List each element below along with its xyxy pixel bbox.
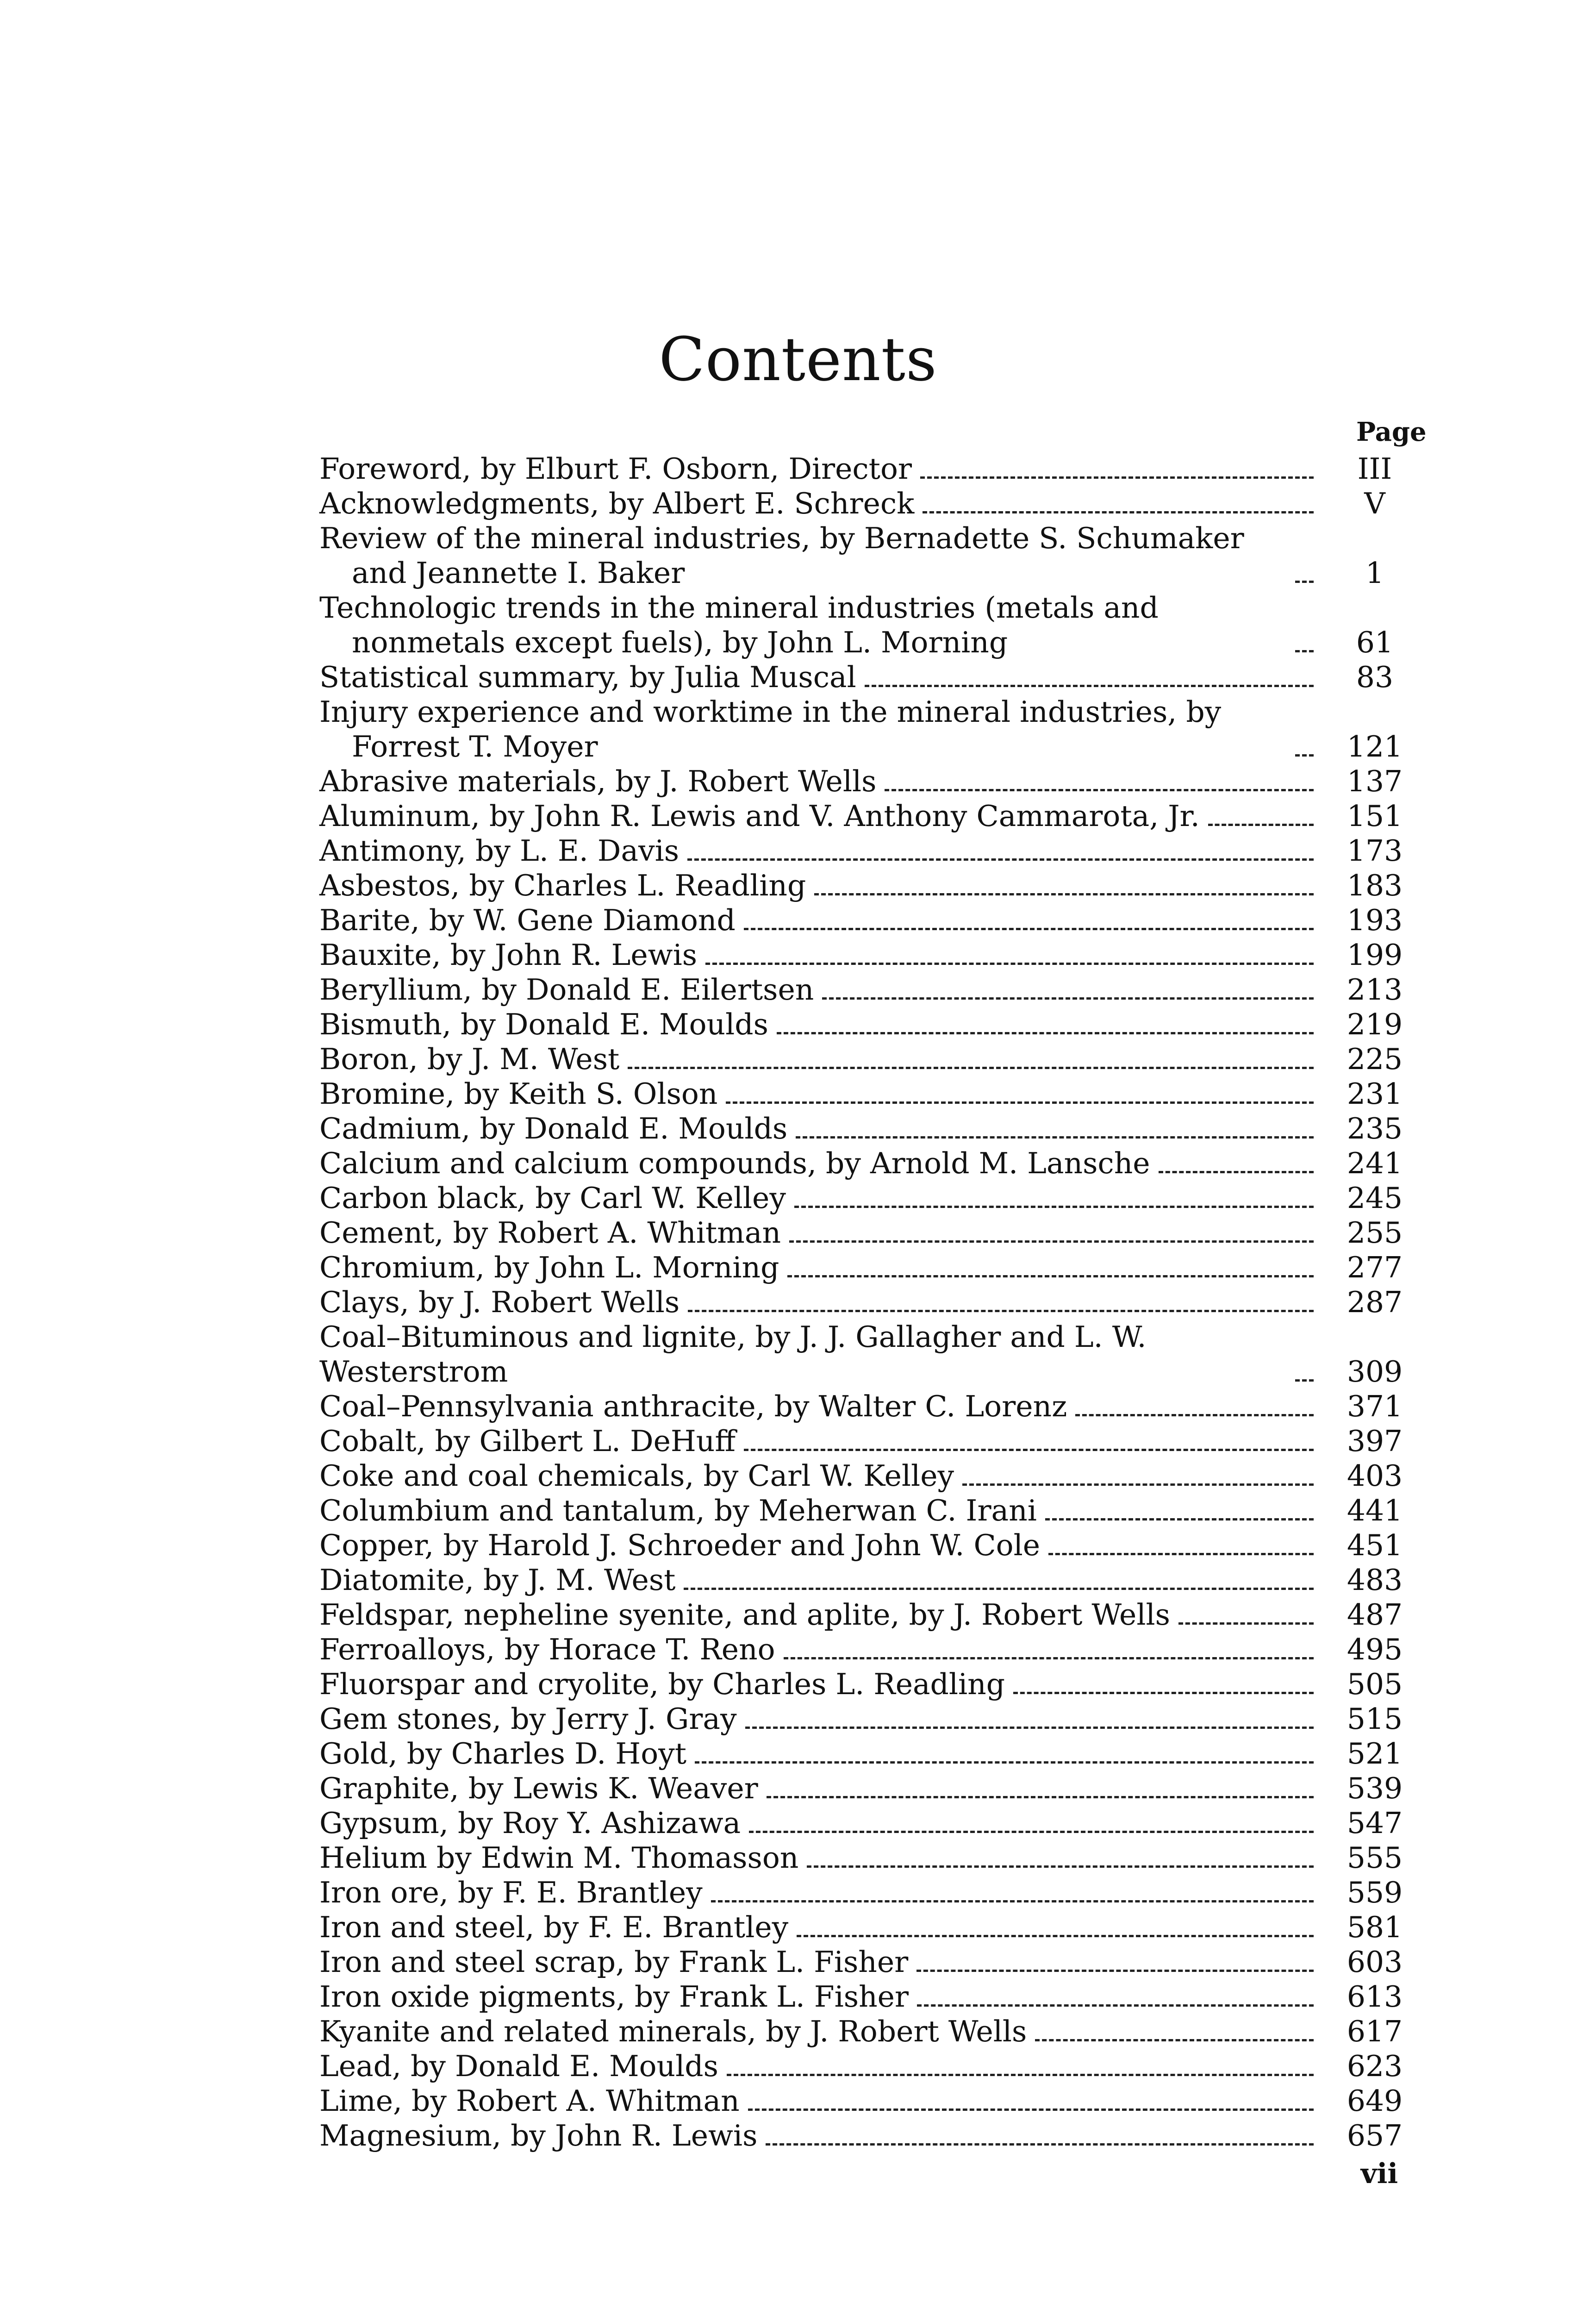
toc-entry-title: Feldspar, nepheline syenite, and aplite, by J. Robert Wells — [319, 1598, 1170, 1632]
toc-entry-page: 213 — [1347, 973, 1403, 1007]
toc-entry — [319, 1007, 1430, 1042]
toc-entry — [319, 1875, 1430, 1910]
toc-entry — [319, 1736, 1430, 1771]
dot-leader — [920, 476, 1314, 479]
dot-leader — [1295, 754, 1314, 757]
page-title: Contents — [659, 324, 937, 394]
toc-entry-page: 657 — [1347, 2119, 1403, 2152]
toc-entry — [319, 1945, 1430, 1979]
toc-entry-page: 521 — [1347, 1737, 1403, 1771]
toc-entry-title: Columbium and tantalum, by Meherwan C. Irani — [319, 1494, 1037, 1527]
toc-entry-page: 487 — [1347, 1598, 1403, 1632]
toc-entry — [319, 1493, 1430, 1528]
dot-leader — [789, 1240, 1314, 1243]
dot-leader — [814, 893, 1314, 895]
toc-entry — [319, 1771, 1430, 1806]
toc-entry — [319, 1840, 1430, 1875]
toc-entry — [319, 1250, 1430, 1285]
toc-entry — [319, 1458, 1430, 1493]
toc-entry-title: Asbestos, by Charles L. Readling — [319, 869, 806, 902]
toc-entry — [319, 1979, 1430, 2014]
dot-leader — [1048, 1553, 1314, 1555]
toc-entry — [319, 868, 1430, 903]
toc-entry-page: V — [1364, 487, 1385, 520]
toc-entry — [319, 972, 1430, 1007]
toc-entry-page: 309 — [1347, 1355, 1403, 1389]
toc-entry — [319, 1667, 1430, 1702]
toc-entry-page: 483 — [1347, 1563, 1403, 1597]
dot-leader — [1208, 824, 1314, 826]
toc-entry-title: Coal–Bituminous and lignite, by J. J. Gallagher and L. W. Westerstrom — [319, 1320, 1156, 1389]
dot-leader — [1295, 650, 1314, 652]
dot-leader — [628, 1067, 1314, 1069]
toc-entry-title: Barite, by W. Gene Diamond — [319, 903, 736, 937]
toc-entry-page: 137 — [1347, 764, 1403, 798]
toc-entry-page: 613 — [1347, 1980, 1403, 2014]
dot-leader — [711, 1900, 1314, 1902]
toc-entry-page: 287 — [1347, 1285, 1403, 1319]
toc-entry — [319, 1702, 1430, 1736]
dot-leader — [1159, 1171, 1314, 1173]
page-number: vii — [1360, 2158, 1398, 2190]
dot-leader — [807, 1865, 1314, 1868]
toc-entry-page: 225 — [1347, 1042, 1403, 1076]
dot-leader — [687, 858, 1314, 861]
toc-entry-page: 61 — [1356, 626, 1394, 659]
toc-entry-title: Copper, by Harold J. Schroeder and John W. Cole — [319, 1528, 1041, 1562]
toc-entry-page: 235 — [1347, 1112, 1403, 1145]
toc-entry — [319, 1146, 1430, 1181]
toc-entry — [319, 2084, 1430, 2118]
dot-leader — [1013, 1692, 1314, 1694]
toc-entry — [319, 1597, 1430, 1632]
page-column-heading: Page — [1356, 417, 1427, 447]
toc-entry — [319, 1424, 1430, 1458]
toc-entry-title: Foreword, by Elburt F. Osborn, Director — [319, 452, 912, 486]
toc-entry — [319, 451, 1430, 486]
toc-entry-title: Helium by Edwin M. Thomasson — [319, 1841, 799, 1875]
toc-entry-page: 83 — [1356, 660, 1394, 694]
toc-entry — [319, 2014, 1430, 2049]
toc-entry-page: 515 — [1347, 1702, 1403, 1736]
toc-entry-title: Calcium and calcium compounds, by Arnold M. Lansche — [319, 1146, 1150, 1180]
toc-entry — [319, 938, 1430, 972]
dot-leader — [695, 1761, 1314, 1764]
toc-entry-title: Gem stones, by Jerry J. Gray — [319, 1702, 737, 1736]
toc-entry-page: 555 — [1347, 1841, 1403, 1875]
toc-entry — [319, 1563, 1430, 1597]
dot-leader — [1295, 581, 1314, 583]
toc-entry-title: Diatomite, by J. M. West — [319, 1563, 676, 1597]
toc-entry-title: Coke and coal chemicals, by Carl W. Kelley — [319, 1459, 954, 1493]
dot-leader — [744, 928, 1314, 930]
toc-entry — [319, 521, 1430, 590]
toc-entry-page: 151 — [1347, 799, 1403, 833]
toc-entry-page: 559 — [1347, 1876, 1403, 1909]
dot-leader — [917, 2004, 1314, 2007]
toc-entry-title: Ferroalloys, by Horace T. Reno — [319, 1633, 775, 1666]
dot-leader — [794, 1206, 1314, 1208]
toc-entry — [319, 590, 1430, 660]
toc-entry-title: Iron ore, by F. E. Brantley — [319, 1876, 703, 1909]
toc-entry-page: 199 — [1347, 938, 1403, 972]
dot-leader — [749, 1831, 1314, 1833]
toc-entry-page: 581 — [1347, 1910, 1403, 1944]
toc-entry — [319, 833, 1430, 868]
toc-entry — [319, 764, 1430, 799]
dot-leader — [797, 1935, 1314, 1937]
toc-entry-title: Iron and steel, by F. E. Brantley — [319, 1910, 789, 1944]
toc-entry-page: 173 — [1347, 834, 1403, 868]
dot-leader — [688, 1310, 1314, 1312]
toc-entry — [319, 1285, 1430, 1320]
toc-entry-page: 193 — [1347, 903, 1403, 937]
dot-leader — [1295, 1379, 1314, 1382]
toc-entry-title: Graphite, by Lewis K. Weaver — [319, 1771, 758, 1805]
toc-entry-page: 539 — [1347, 1771, 1403, 1805]
toc-entry-page: 617 — [1347, 2015, 1403, 2048]
dot-leader — [767, 1796, 1314, 1798]
toc-entry-title: Review of the mineral industries, by Bernadette S. Schumaker and Jeannette I. Baker — [319, 521, 1253, 590]
dot-leader — [1075, 1414, 1314, 1416]
toc-entry-page: 495 — [1347, 1633, 1403, 1666]
toc-entry-page: 245 — [1347, 1181, 1403, 1215]
toc-entry — [319, 1111, 1430, 1146]
toc-entry-title: Fluorspar and cryolite, by Charles L. Readling — [319, 1667, 1005, 1701]
toc-entry-title: Cement, by Robert A. Whitman — [319, 1216, 781, 1250]
toc-entry — [319, 1215, 1430, 1250]
dot-leader — [885, 789, 1314, 791]
toc-entry-page: 547 — [1347, 1806, 1403, 1840]
toc-entry — [319, 2049, 1430, 2084]
dot-leader — [684, 1588, 1314, 1590]
dot-leader — [1045, 1518, 1314, 1520]
toc-entry-title: Statistical summary, by Julia Muscal — [319, 660, 856, 694]
toc-entry-title: Beryllium, by Donald E. Eilertsen — [319, 973, 814, 1007]
toc-entry-title: Cobalt, by Gilbert L. DeHuff — [319, 1424, 736, 1458]
dot-leader — [796, 1136, 1314, 1139]
dot-leader — [705, 963, 1314, 965]
toc-entry — [319, 1389, 1430, 1424]
dot-leader — [916, 1970, 1314, 1972]
toc-entry-title: Iron oxide pigments, by Frank L. Fisher — [319, 1980, 909, 2014]
toc-entry-title: Gold, by Charles D. Hoyt — [319, 1737, 687, 1771]
toc-entry-title: Kyanite and related minerals, by J. Robert Wells — [319, 2015, 1027, 2048]
toc-entry-title: Injury experience and worktime in the mineral industries, by Forrest T. Moyer — [319, 695, 1231, 763]
toc-entry-page: 403 — [1347, 1459, 1403, 1493]
toc-entry — [319, 1806, 1430, 1840]
dot-leader — [962, 1483, 1314, 1486]
toc-entry-title: Iron and steel scrap, by Frank L. Fisher — [319, 1945, 909, 1979]
toc-entry-page: III — [1357, 452, 1392, 486]
toc-entry-title: Acknowledgments, by Albert E. Schreck — [319, 487, 915, 520]
dot-leader — [777, 1032, 1314, 1034]
dot-leader — [865, 685, 1314, 687]
dot-leader — [744, 1449, 1314, 1451]
toc-entry — [319, 1181, 1430, 1215]
toc-entry-title: Chromium, by John L. Morning — [319, 1251, 779, 1284]
toc-entry-title: Aluminum, by John R. Lewis and V. Anthony Cammarota, Jr. — [319, 799, 1200, 833]
toc-entry-title: Gypsum, by Roy Y. Ashizawa — [319, 1806, 741, 1840]
toc-entry-page: 441 — [1347, 1494, 1403, 1527]
toc-entry-page: 371 — [1347, 1389, 1403, 1423]
toc-entry — [319, 2118, 1430, 2153]
toc-entry-page: 603 — [1347, 1945, 1403, 1979]
toc-entry — [319, 1632, 1430, 1667]
toc-entry-page: 451 — [1347, 1528, 1403, 1562]
table-of-contents — [319, 451, 1430, 2153]
toc-entry-page: 183 — [1347, 869, 1403, 902]
dot-leader — [745, 1727, 1314, 1729]
toc-entry-page: 277 — [1347, 1251, 1403, 1284]
toc-entry — [319, 694, 1430, 764]
toc-entry-title: Bismuth, by Donald E. Moulds — [319, 1007, 768, 1041]
toc-entry-page: 623 — [1347, 2049, 1403, 2083]
toc-entry-page: 505 — [1347, 1667, 1403, 1701]
dot-leader — [1035, 2039, 1314, 2041]
toc-entry-title: Abrasive materials, by J. Robert Wells — [319, 764, 877, 798]
toc-entry-title: Magnesium, by John R. Lewis — [319, 2119, 758, 2152]
dot-leader — [784, 1657, 1314, 1659]
toc-entry — [319, 1042, 1430, 1076]
toc-entry-title: Lime, by Robert A. Whitman — [319, 2084, 740, 2118]
dot-leader — [766, 2143, 1314, 2146]
toc-entry-title: Technologic trends in the mineral industries (metals and nonmetals except fuels), by John L. Morning — [319, 591, 1168, 659]
toc-entry-title: Bauxite, by John R. Lewis — [319, 938, 698, 972]
dot-leader — [787, 1275, 1314, 1277]
toc-entry — [319, 1320, 1430, 1389]
toc-entry-page: 649 — [1347, 2084, 1403, 2118]
toc-entry-page: 231 — [1347, 1077, 1403, 1111]
toc-entry-title: Bromine, by Keith S. Olson — [319, 1077, 718, 1111]
toc-entry — [319, 1910, 1430, 1945]
toc-entry-page: 219 — [1347, 1007, 1403, 1041]
dot-leader — [1178, 1622, 1314, 1625]
toc-entry-page: 1 — [1365, 556, 1384, 590]
toc-entry-page: 397 — [1347, 1424, 1403, 1458]
dot-leader — [748, 2109, 1314, 2111]
toc-entry-title: Lead, by Donald E. Moulds — [319, 2049, 718, 2083]
toc-entry-title: Boron, by J. M. West — [319, 1042, 620, 1076]
toc-entry — [319, 1528, 1430, 1563]
toc-entry-title: Cadmium, by Donald E. Moulds — [319, 1112, 788, 1145]
toc-entry — [319, 903, 1430, 938]
toc-entry-title: Carbon black, by Carl W. Kelley — [319, 1181, 786, 1215]
toc-entry-page: 241 — [1347, 1146, 1403, 1180]
toc-entry-title: Clays, by J. Robert Wells — [319, 1285, 680, 1319]
dot-leader — [726, 1101, 1314, 1104]
dot-leader — [923, 511, 1314, 513]
toc-entry-title: Antimony, by L. E. Davis — [319, 834, 680, 868]
toc-entry — [319, 486, 1430, 521]
toc-entry-page: 255 — [1347, 1216, 1403, 1250]
toc-entry — [319, 660, 1430, 694]
dot-leader — [727, 2074, 1314, 2076]
toc-entry — [319, 799, 1430, 833]
toc-entry-title: Coal–Pennsylvania anthracite, by Walter C. Lorenz — [319, 1389, 1067, 1423]
toc-entry-page: 121 — [1347, 730, 1403, 763]
toc-entry — [319, 1076, 1430, 1111]
dot-leader — [822, 997, 1314, 1000]
